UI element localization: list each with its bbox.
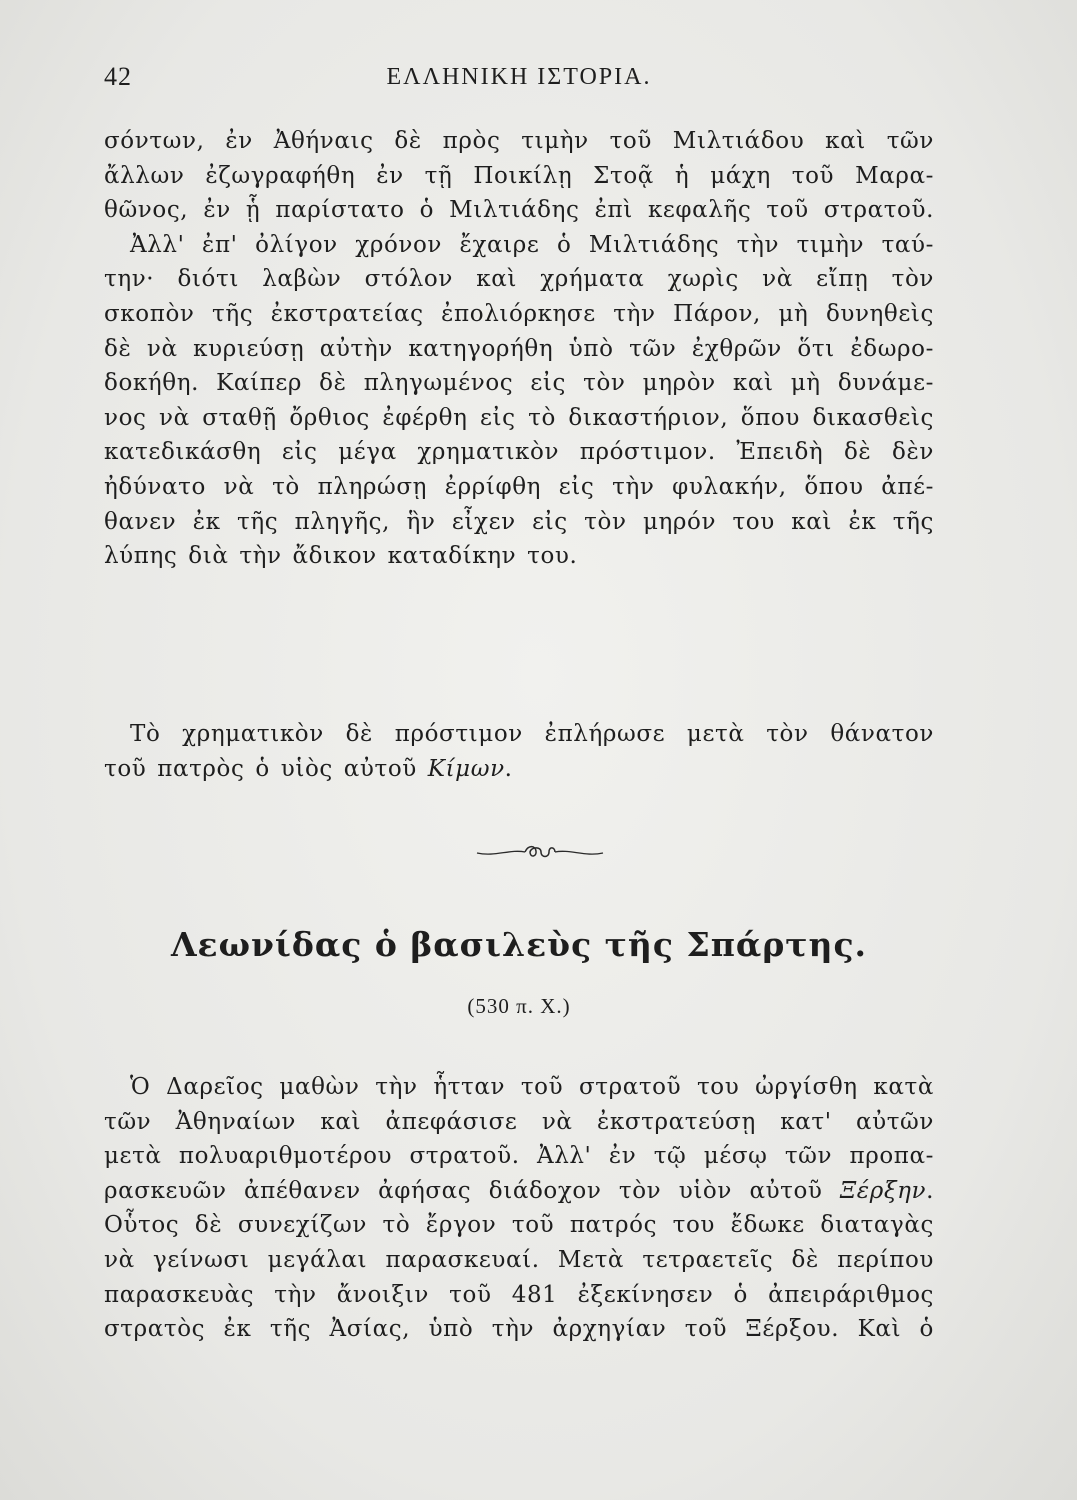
text-line: στρατὸς ἐκ τῆς Ἀσίας, ὑπὸ τὴν ἀρχηγίαν τοῦ Ξέρξου. Καὶ ὁ <box>104 1316 934 1343</box>
paragraph-kimon <box>104 717 934 786</box>
text-line: ἄλλων ἐζωγραφήθη ἐν τῇ Ποικίλῃ Στοᾷ ἡ μάχη τοῦ Μαρα- <box>104 162 934 189</box>
running-title: ΕΛΛΗΝΙΚΗ ΙΣΤΟΡΙΑ. <box>386 64 652 90</box>
text-line: σόντων, ἐν Ἀθήναις δὲ πρὸς τιμὴν τοῦ Μιλτιάδου καὶ τῶν <box>104 128 934 154</box>
text-line: Οὗτος δὲ συνεχίζων τὸ ἔργον τοῦ πατρός του ἔδωκε διαταγὰς <box>104 1212 934 1239</box>
section-title: Λεωνίδας ὁ βασιλεὺς τῆς Σπάρτης. <box>170 925 868 964</box>
text-segment: . <box>504 755 513 782</box>
text-line: δοκήθη. Καίπερ δὲ πληγωμένος εἰς τὸν μηρὸν καὶ μὴ δυνάμε- <box>104 370 934 397</box>
text-line: κατεδικάσθη εἰς μέγα χρηματικὸν πρόστιμον. Ἐπειδὴ δὲ δὲν <box>104 439 934 466</box>
paragraph-miltiades <box>104 124 934 574</box>
text-line <box>104 752 934 787</box>
text-line: μετὰ πολυαριθμοτέρου στρατοῦ. Ἀλλ' ἐν τῷ μέσῳ τῶν προπα- <box>104 1143 934 1170</box>
text-line: θῶνος, ἐν ᾗ παρίστατο ὁ Μιλτιάδης ἐπὶ κεφαλῆς τοῦ στρατοῦ. <box>104 197 934 224</box>
text-line: Ἀλλ' ἐπ' ὀλίγον χρόνον ἔχαιρε ὁ Μιλτιάδης τὴν τιμὴν ταύ- <box>130 231 934 258</box>
section-date: (530 π. Χ.) <box>467 994 571 1018</box>
text-line: θανεν ἐκ τῆς πληγῆς, ἣν εἶχεν εἰς τὸν μηρόν του καὶ ἐκ τῆς <box>104 508 934 535</box>
text-line: τῶν Ἀθηναίων καὶ ἀπεφάσισε νὰ ἐκστρατεύσῃ κατ' αὐτῶν <box>104 1108 934 1135</box>
text-line: νὰ γείνωσι μεγάλαι παρασκευαί. Μετὰ τετραετεῖς δὲ περίπου <box>104 1246 934 1273</box>
ornament-divider <box>475 843 605 861</box>
text-line: νος νὰ σταθῇ ὄρθιος ἐφέρθη εἰς τὸ δικαστήριον, ὅπου δικασθεὶς <box>104 404 934 431</box>
text-line: Τὸ χρηματικὸν δὲ πρόστιμον ἐπλήρωσε μετὰ τὸν θάνατον <box>130 721 934 747</box>
page-number: 42 <box>104 62 132 91</box>
text-line: ἠδύνατο νὰ τὸ πληρώσῃ ἐρρίφθη εἰς τὴν φυλακήν, ὅπου ἀπέ- <box>104 473 934 500</box>
running-head <box>104 62 934 102</box>
paragraph-dareios <box>104 1070 934 1347</box>
text-segment: τοῦ πατρὸς ὁ υἱὸς αὐτοῦ <box>104 755 428 782</box>
text-line: παρασκευὰς τὴν ἄνοιξιν τοῦ 481 ἐξεκίνησεν ὁ ἀπειράριθμος <box>104 1281 934 1308</box>
text-line: σκοπὸν τῆς ἐκστρατείας ἐπολιόρκησε τὴν Πάρον, μὴ δυνηθεὶς <box>104 300 934 327</box>
text-line: δὲ νὰ κυριεύσῃ αὐτὴν κατηγορήθη ὑπὸ τῶν ἐχθρῶν ὅτι ἐδωρο- <box>104 335 934 362</box>
text-line: την· διότι λαβὼν στόλον καὶ χρήματα χωρὶς νὰ εἴπῃ τὸν <box>104 266 934 293</box>
text-line <box>104 1174 934 1209</box>
italic-name: Κίμων <box>427 755 505 782</box>
text-line: λύπης διὰ τὴν ἄδικον καταδίκην του. <box>104 543 578 570</box>
text-segment: . <box>926 1177 934 1204</box>
italic-name: Ξέρξην <box>840 1177 927 1204</box>
text-segment: ρασκευῶν ἀπέθανεν ἀφήσας διάδοχον τὸν υἱὸν αὐτοῦ <box>104 1177 840 1204</box>
text-line: Ὁ Δαρεῖος μαθὼν τὴν ἧτταν τοῦ στρατοῦ του ὠργίσθη κατὰ <box>130 1074 934 1100</box>
